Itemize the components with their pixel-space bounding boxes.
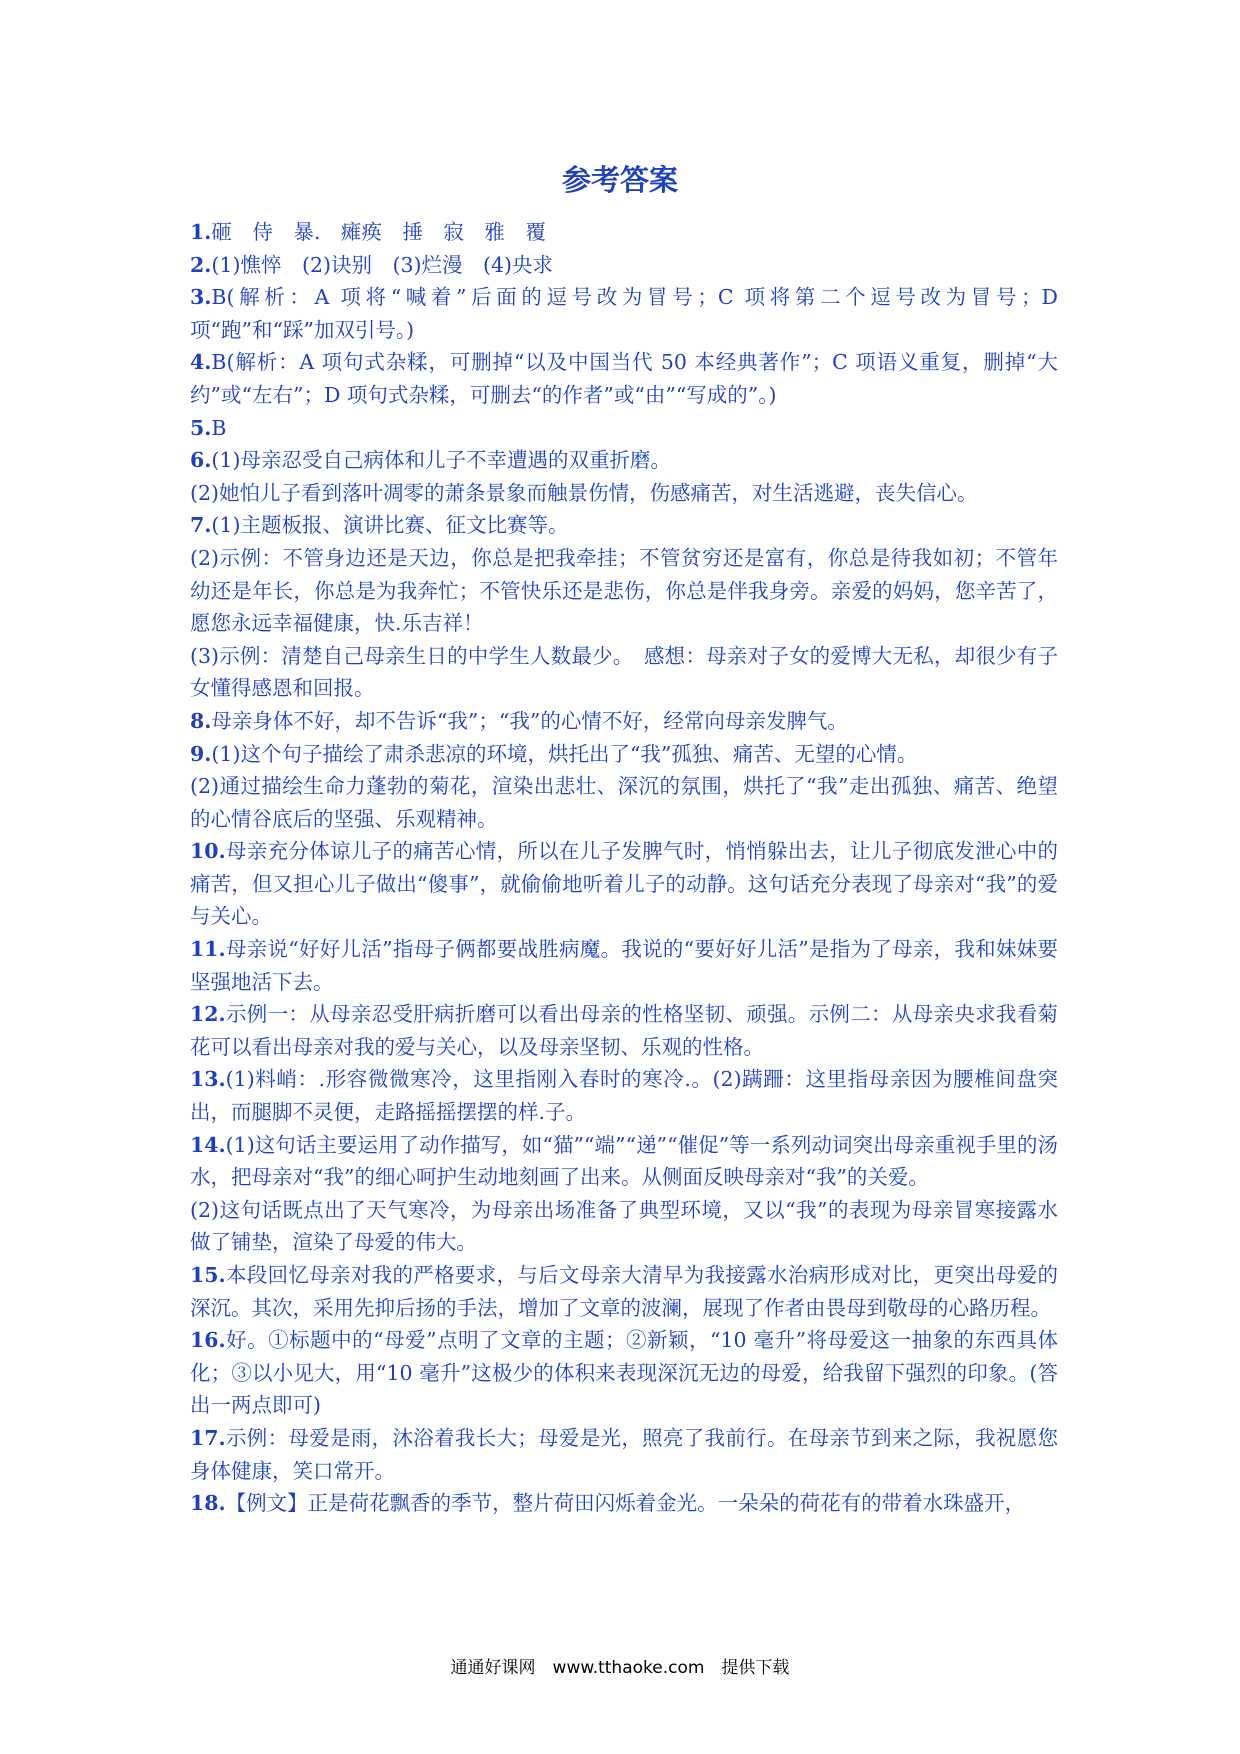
answer-text: 好。①标题中的“母爱”点明了文章的主题；②新颖，“10 毫升”将母爱这一抽象的东西具体化；③以小见大，用“10 毫升”这极少的体积来表现深沉无边的母爱，给我留下强烈的印象。(答出一两点即可) bbox=[190, 1328, 1058, 1418]
answer-text: 母亲说“好好儿活”指母子俩都要战胜病魔。我说的“要好好儿活”是指为了母亲，我和妹妹要坚强地活下去。 bbox=[190, 937, 1058, 994]
answer-number: 10. bbox=[190, 839, 226, 864]
answer-line bbox=[190, 998, 1058, 1063]
answer-number: 11. bbox=[190, 937, 226, 962]
answer-line bbox=[190, 444, 1058, 477]
answer-line bbox=[190, 770, 1058, 835]
answer-text: B(解析：A 项句式杂糅，可删掉“以及中国当代 50 本经典著作”；C 项语义重复，删掉“大约”或“左右”；D 项句式杂糅，可删去“的作者”或“由”“写成的”。) bbox=[190, 350, 1058, 407]
answer-text: (1)憔悴 (2)诀别 (3)烂漫 (4)央求 bbox=[211, 252, 554, 277]
page-title: 参考答案 bbox=[561, 163, 678, 197]
answer-number: 17. bbox=[190, 1425, 226, 1450]
answer-text: (1)这个句子描绘了肃杀悲凉的环境，烘托出了“我”孤独、痛苦、无望的心情。 bbox=[211, 741, 918, 766]
answer-text: 示例一：从母亲忍受肝病折磨可以看出母亲的性格坚韧、顽强。示例二：从母亲央求我看菊花可以看出母亲对我的爱与关心，以及母亲坚韧、乐观的性格。 bbox=[190, 1002, 1058, 1059]
answer-number: 9. bbox=[190, 741, 212, 766]
answer-line bbox=[190, 1194, 1058, 1259]
answer-number: 12. bbox=[190, 1002, 226, 1027]
answer-line bbox=[190, 216, 1058, 249]
answer-number: 8. bbox=[190, 708, 212, 733]
answer-line bbox=[190, 738, 1058, 771]
answer-text: (1)料峭：.形容微微寒冷，这里指刚入春时的寒冷.。(2)蹒跚：这里指母亲因为腰椎间盘突出，而腿脚不灵便，走路摇摇摆摆的样.子。 bbox=[190, 1067, 1058, 1125]
answer-text: (1)主题板报、演讲比赛、征文比赛等。 bbox=[211, 513, 569, 538]
answer-line bbox=[190, 281, 1058, 346]
answer-line bbox=[190, 640, 1058, 705]
answer-number: 1. bbox=[190, 220, 212, 244]
answer-text: (2)示例：不管身边还是天边，你总是把我牵挂；不管贫穷还是富有，你总是待我如初；不管年幼还是年长，你总是为我奔忙；不管快乐还是悲伤，你总是伴我身旁。亲爱的妈妈，您辛苦了，愿您永远幸福健康，快.乐吉祥！ bbox=[190, 545, 1058, 636]
answer-text: (2)她怕儿子看到落叶凋零的萧条景象而触景伤情，伤感痛苦，对生活逃避，丧失信心。 bbox=[190, 480, 978, 505]
answer-number: 3. bbox=[190, 285, 212, 310]
answer-number: 13. bbox=[190, 1067, 226, 1092]
answer-line bbox=[190, 412, 1058, 445]
answer-text: (1)母亲忍受自己病体和儿子不幸遭遇的双重折磨。 bbox=[211, 448, 671, 473]
answer-text: B bbox=[211, 415, 227, 440]
answer-line bbox=[190, 1422, 1058, 1487]
answer-line bbox=[190, 933, 1058, 998]
answer-line bbox=[190, 1324, 1058, 1422]
answer-text: (1)这句话主要运用了动作描写，如“猫”“端”“递”“催促”等一系列动词突出母亲重视手里的汤水，把母亲对“我”的细心呵护生动地刻画了出来。从侧面反映母亲对“我”的关爱。 bbox=[190, 1132, 1058, 1190]
answer-text: B(解析：A 项将“喊着”后面的逗号改为冒号；C 项将第二个逗号改为冒号；D 项“跑”和“踩”加双引号。) bbox=[190, 285, 1058, 342]
answer-number: 6. bbox=[190, 448, 212, 473]
answer-line bbox=[190, 477, 1058, 510]
answer-list bbox=[190, 216, 1058, 1520]
answer-number: 4. bbox=[190, 350, 212, 375]
answer-number: 5. bbox=[190, 415, 212, 440]
answer-line bbox=[190, 509, 1058, 542]
answer-line bbox=[190, 1487, 1058, 1520]
answer-line bbox=[190, 1063, 1058, 1128]
answer-text: 母亲身体不好，却不告诉“我”；“我”的心情不好，经常向母亲发脾气。 bbox=[211, 708, 848, 733]
answer-line bbox=[190, 705, 1058, 738]
answer-text: (2)通过描绘生命力蓬勃的菊花，渲染出悲壮、深沉的氛围，烘托了“我”走出孤独、痛苦、绝望的心情谷底后的坚强、乐观精神。 bbox=[190, 774, 1058, 831]
answer-number: 18. bbox=[190, 1491, 226, 1516]
answer-number: 2. bbox=[190, 252, 212, 277]
answer-number: 14. bbox=[190, 1132, 226, 1157]
answer-number: 7. bbox=[190, 513, 212, 538]
footer-text: 通通好课网 www.tthaoke.com 提供下载 bbox=[450, 1658, 790, 1678]
answer-text: 本段回忆母亲对我的严格要求，与后文母亲大清早为我接露水治病形成对比，更突出母爱的深沉。其次，采用先抑后扬的手法，增加了文章的波澜，展现了作者由畏母到敬母的心路历程。 bbox=[190, 1263, 1058, 1320]
answer-text: 砸 侍 暴. 瘫痪 捶 寂 雅 覆 bbox=[211, 220, 546, 244]
answer-text: 【例文】正是荷花飘香的季节，整片荷田闪烁着金光。一朵朵的荷花有的带着水珠盛开， bbox=[225, 1491, 1026, 1516]
answer-text: 母亲充分体谅儿子的痛苦心情，所以在儿子发脾气时，悄悄躲出去，让儿子彻底发泄心中的痛苦，但又担心儿子做出“傻事”，就偷偷地听着儿子的动静。这句话充分表现了母亲对“我”的爱与关心。 bbox=[190, 839, 1058, 929]
answer-line bbox=[190, 1259, 1058, 1324]
answer-number: 15. bbox=[190, 1263, 226, 1287]
answer-text: 示例：母爱是雨，沐浴着我长大；母爱是光，照亮了我前行。在母亲节到来之际，我祝愿您身体健康，笑口常开。 bbox=[190, 1425, 1058, 1483]
answer-line bbox=[190, 249, 1058, 282]
answer-line bbox=[190, 1129, 1058, 1194]
answer-text: (2)这句话既点出了天气寒冷，为母亲出场准备了典型环境，又以“我”的表现为母亲冒寒接露水做了铺垫，渲染了母爱的伟大。 bbox=[190, 1197, 1058, 1255]
answer-text: (3)示例：清楚自己母亲生日的中学生人数最少。 感想：母亲对子女的爱博大无私，却很少有子女懂得感恩和回报。 bbox=[190, 643, 1058, 701]
answer-line bbox=[190, 542, 1058, 640]
answer-line bbox=[190, 346, 1058, 411]
answer-line bbox=[190, 835, 1058, 933]
answer-number: 16. bbox=[190, 1328, 226, 1353]
